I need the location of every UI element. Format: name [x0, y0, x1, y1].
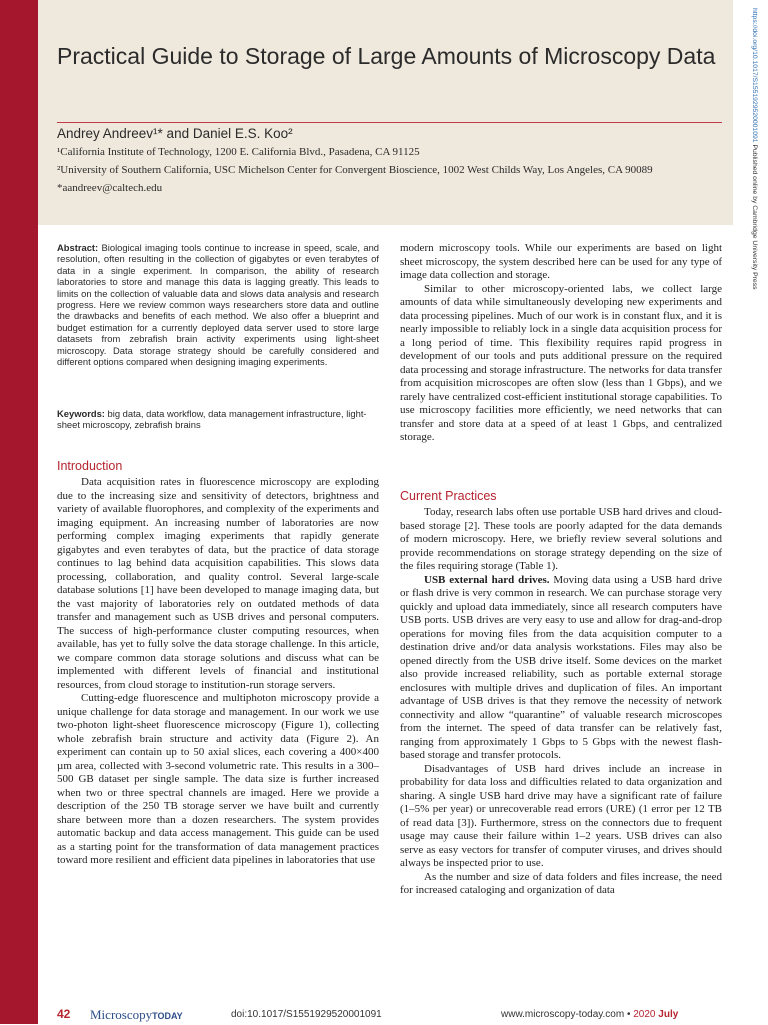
usb-text: Moving data using a USB hard drive or flash drive is very common in research. We can purchase storage very quickly and upload data immediately, since all research computers have USB ports. USB drives are very easy to use and allow for drag-and-drop operations for moving files from the data acquisition computer to a destination drive and/or data analysis workstations. Files may also be opened directly from the USB drive itself. Some devices on the market also provide increased reliability, such as portable external storage enclosures with multiple drives and duplication of files. An important advantage of USB drives is that they remove the necessity of network connectivity and allow “quarantine” of valuable research microscopes from the internet. The speed of data transfer can be relatively fast, ranging from approximately 1 Gbps to 5 Gbps with the newest flash-based storage and transfer protocols.	[400, 573, 722, 761]
right-column-intro	[400, 242, 722, 445]
article-title: Practical Guide to Storage of Large Amounts of Microscopy Data	[57, 43, 716, 69]
practices-paragraph-3: Disadvantages of USB hard drives include an increase in probability for data loss and difficulties related to data organization and sharing. A single USB hard drive may have a significant rate of failure (1–5% per year) or unrecoverable read errors (URE) (1 error per 12 TB of read data [3]). Furthermore, stress on the connectors due to frequent usage may cause their failure within 1–2 years. USB drives can also serve as easy vectors for transfer of computer viruses, and drives should always be inspected prior to use.	[400, 762, 722, 869]
footer-doi[interactable]: doi:10.1017/S1551929520001091	[231, 1009, 382, 1020]
footer-month: July	[658, 1009, 679, 1020]
intro-continued-paragraph: modern microscopy tools. While our experiments are based on light sheet microscopy, the system described here can be used for any type of image data collection and storage.	[400, 242, 722, 281]
footer-website-line	[501, 1009, 678, 1020]
title-rule	[57, 122, 722, 123]
current-practices-heading: Current Practices	[400, 489, 497, 503]
practices-paragraph-4: As the number and size of data folders and files increase, the need for increased cataloging and organization of data	[400, 870, 722, 896]
abstract-label: Abstract:	[57, 242, 99, 253]
page-number: 42	[57, 1007, 71, 1021]
corresponding-email[interactable]: *aandreev@caltech.edu	[57, 182, 163, 194]
magazine-suffix: TODAY	[152, 1011, 183, 1021]
keywords-label: Keywords:	[57, 408, 105, 419]
authors: Andrey Andreev¹* and Daniel E.S. Koo²	[57, 126, 293, 141]
intro-paragraph-3: Similar to other microscopy-oriented labs, we collect large amounts of data while simultaneously developing new experiments and data processing pipelines. Much of our work is in constant flux, and it is nearly impossible to reliably lock in a single data acquisition process for a long period of time. This flexibility requires rapid progress in development of our tools and puts additional pressure on the required data processing and storage infrastructure. The networks for data transfer from acquisition microscopes are often slow (less than 1 Gbps), and we rarely have centralized cost-efficient institutional storage capabilities. To use microscopy facilities more efficiently, we need networks that can transfer and store data at a speed of at least 1 Gbps, and centralized storage.	[400, 282, 722, 443]
abstract-text: Biological imaging tools continue to increase in speed, scale, and resolution, often resulting in the collection of gigabytes or even terabytes of data in a single experiment. In comparison, the ability of research laboratories to store and manage this data is lagging greatly. This leads to limits on the collection of valuable data and slows data analysis and research progress. Here we review common ways researchers store data and outline the drawbacks and benefits of each method. We also offer a blueprint and budget estimation for a currently deployed data server used to store large datasets from zebrafish brain activity experiments using light-sheet microscopy. Data storage strategy should be carefully considered and different options compared when designing imaging experiments.	[57, 242, 380, 368]
usb-lead: USB external hard drives.	[424, 573, 550, 586]
keywords	[57, 408, 379, 431]
affiliation-2: ²University of Southern California, USC Michelson Center for Convergent Bioscience, 1002 West Childs Way, Los Angeles, CA 90089	[57, 164, 653, 176]
magazine-name: Microscopy	[90, 1007, 153, 1022]
affiliation-1: ¹California Institute of Technology, 1200 E. California Blvd., Pasadena, CA 91125	[57, 146, 420, 158]
intro-paragraph-1: Data acquisition rates in fluorescence microscopy are exploding due to the increasing size and sensitivity of detectors, brightness and variety of available fluorophores, and complexity of the experiments and imaging equipment. An increasing number of laboratories are now performing complex imaging experiments that rapidly generate gigabytes and even terabytes of data, but the practice of data storage continues to lag behind data acquisition capabilities. This slows data processing, collaboration, and quality control. Several large-scale database solutions [1] have been developed to manage imaging data, but the vast majority of laboratories rely on outdated methods of data transfer and management such as USB drives and personal computers. The success of high-performance cluster computing resources, when available, has yet to fully solve the data storage challenge. In this article, we compare common data storage solutions and discuss what can be implemented with different levels of financial and institutional resources, from cloud storage to institution-run storage servers.	[57, 476, 379, 691]
page-footer	[0, 1005, 768, 1025]
current-practices-body	[400, 506, 722, 898]
side-published-note: Published online by Cambridge University Press	[751, 144, 758, 290]
usb-paragraph	[400, 574, 722, 763]
abstract	[57, 242, 379, 367]
left-column-body	[57, 476, 379, 868]
left-accent-bar	[0, 0, 38, 1024]
side-doi-link[interactable]: https://doi.org/10.1017/S1551929520001091	[751, 8, 758, 143]
magazine-logo	[90, 1007, 183, 1023]
footer-website[interactable]: www.microscopy-today.com •	[501, 1009, 631, 1020]
footer-year: 2020	[633, 1009, 656, 1020]
practices-paragraph-1: Today, research labs often use portable USB hard drives and cloud-based storage [2]. These tools are poorly adapted for the data demands of modern microscopy. Here, we briefly review several solutions and provide recommendations on storage strategy depending on the size of the files requiring storage (Table 1).	[400, 506, 722, 572]
intro-paragraph-2: Cutting-edge fluorescence and multiphoton microscopy provide a unique challenge for data storage and management. In our work we use two-photon light-sheet fluorescence microscopy (Figure 1), collecting whole zebrafish brain structure and activity data (Figure 2). An experiment can contain up to 50 axial slices, each covering a 400×400 µm area, collected with 3-second volumetric rate. This results in a 300–500 GB dataset per single sample. The data size is further increased when two or three spectral channels are imaged. Here we provide a description of the 250 TB storage server we have built and currently share between more than a dozen researchers. The system provides automatic backup and data access management. This guide can be used as a starting point for the transformation of data management practices toward more resilient and efficient data pipelines in laboratories that use	[57, 692, 379, 866]
introduction-heading: Introduction	[57, 459, 123, 473]
side-doi-note	[742, 8, 758, 708]
keywords-text: big data, data workflow, data management infrastructure, light-sheet microscopy, zebrafish brains	[57, 408, 367, 431]
